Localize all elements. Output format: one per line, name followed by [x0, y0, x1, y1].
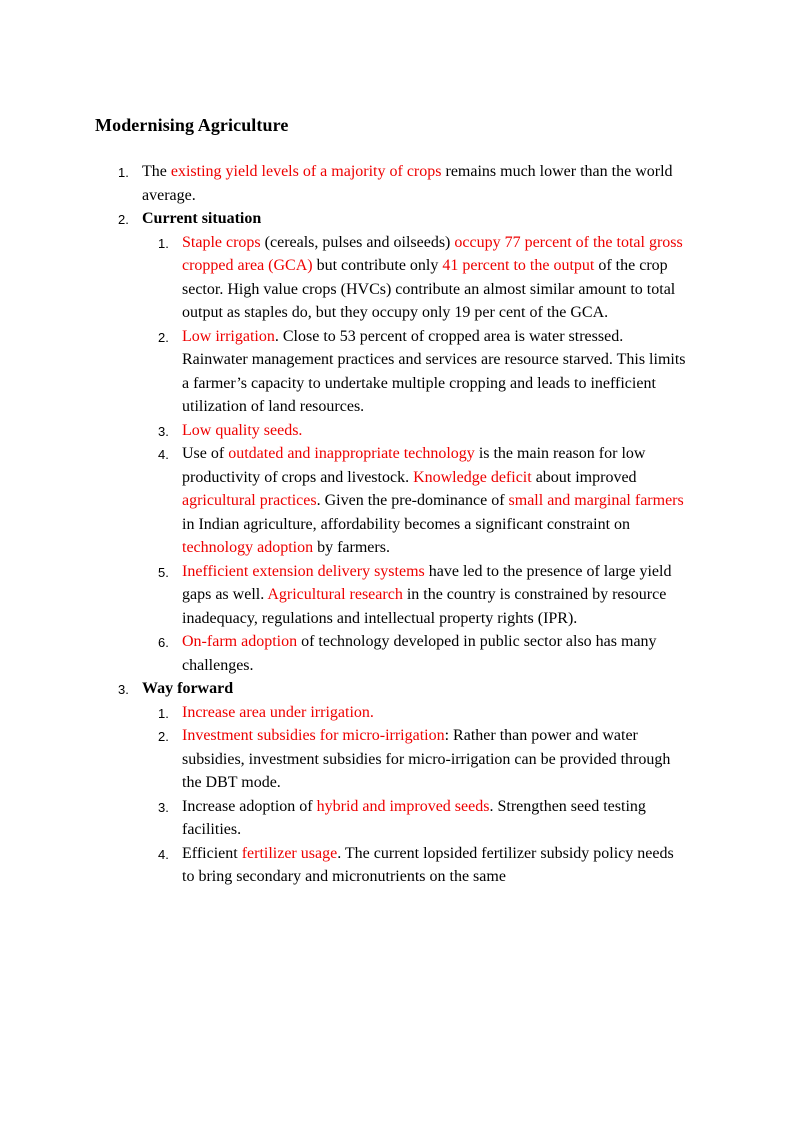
text-run: in Indian agriculture, affordability becomes a significant constraint on — [182, 515, 631, 533]
list-marker: 3. — [158, 423, 169, 439]
list-item-text — [182, 231, 688, 325]
list-item — [95, 842, 698, 889]
list-item — [95, 231, 698, 325]
text-run: Investment subsidies for micro-irrigation — [182, 727, 445, 744]
list-item-text — [182, 630, 688, 677]
text-run: technology adoption — [182, 539, 314, 556]
text-run: 41 percent to the output — [442, 257, 595, 274]
text-run: of technology developed in public sector also has many challenges. — [182, 633, 657, 674]
text-run: about improved — [531, 468, 637, 486]
list-item — [95, 701, 698, 725]
outline-list — [95, 160, 698, 889]
text-run: occupy 77 percent of the total gross cropped area (GCA) — [182, 233, 683, 274]
page-title: Modernising Agriculture — [95, 115, 289, 135]
list-item — [95, 560, 698, 631]
text-run: existing yield levels of a majority of crops — [170, 163, 442, 180]
text-run: but contribute only — [312, 257, 443, 274]
text-run: fertilizer usage — [241, 844, 338, 862]
text-run: . Given the pre-dominance of — [316, 492, 509, 509]
text-run: outdated and inappropriate technology — [228, 445, 475, 462]
list-marker: 2. — [158, 329, 169, 345]
list-item-text — [142, 160, 677, 207]
list-item — [95, 160, 698, 207]
text-run: hybrid and improved seeds — [316, 797, 490, 815]
list-marker: 3. — [118, 682, 129, 697]
list-item — [95, 442, 698, 560]
text-run: On-farm adoption — [182, 633, 298, 650]
text-run: . The current lopsided fertilizer subsidy policy needs to bring secondary and micronutrients on the same — [182, 844, 674, 885]
text-run: Inefficient extension delivery systems — [182, 562, 425, 580]
text-run: Low irrigation — [182, 327, 275, 345]
list-marker: 1. — [118, 165, 129, 180]
list-item-text — [182, 724, 688, 795]
list-item-text — [182, 325, 688, 419]
text-run: . Strengthen seed testing facilities. — [182, 797, 646, 838]
list-item-text — [182, 701, 688, 725]
list-marker: 3. — [158, 799, 169, 815]
text-run: agricultural practices — [182, 492, 317, 509]
text-run: have led to the presence of large yield gaps as well. — [182, 562, 672, 603]
list-item — [95, 630, 698, 677]
list-item-text — [182, 442, 688, 560]
list-item — [95, 207, 698, 231]
text-run: Agricultural research — [267, 586, 403, 603]
list-item-text — [142, 207, 677, 231]
list-item-text — [142, 677, 677, 701]
list-item — [95, 795, 698, 842]
text-run: : Rather than power and water subsidies, investment subsidies for micro-irrigation can be provided through the DBT mode. — [182, 727, 671, 791]
text-run: Increase adoption of — [182, 797, 317, 815]
list-item — [95, 419, 698, 443]
list-marker: 6. — [158, 635, 169, 650]
list-marker: 1. — [158, 235, 169, 251]
text-run: Increase area under irrigation. — [182, 703, 374, 721]
text-run: small and marginal farmers — [508, 492, 684, 509]
text-run: (cereals, pulses and oilseeds) — [260, 233, 455, 251]
text-run: Way forward — [142, 680, 234, 697]
list-marker: 1. — [158, 705, 169, 721]
text-run: Efficient — [182, 844, 242, 862]
list-item-text — [182, 842, 688, 889]
text-run: Current situation — [142, 210, 262, 227]
list-item-text — [182, 419, 688, 443]
text-run: of the crop sector. High value crops (HVCs) contribute an almost similar amount to total output as staples do, but they occupy only 19 per cent of the GCA. — [182, 257, 676, 321]
text-run: is the main reason for low productivity of crops and livestock. — [182, 445, 646, 486]
text-run: in the country is constrained by resource inadequacy, regulations and intellectual property rights (IPR). — [182, 586, 667, 627]
list-item-text — [182, 560, 688, 631]
list-item — [95, 724, 698, 795]
text-run: . Close to 53 percent of cropped area is water stressed. Rainwater management practices and services are resource starved. This limits a farmer’s capacity to undertake multiple cropping and leads to inefficient utilization of land resources. — [182, 327, 686, 415]
text-run: The — [142, 163, 171, 180]
list-item — [95, 325, 698, 419]
list-marker: 2. — [158, 729, 169, 744]
list-marker: 4. — [158, 846, 169, 862]
list-marker: 5. — [158, 564, 169, 580]
list-item — [95, 677, 698, 701]
list-item-text — [182, 795, 688, 842]
list-marker: 2. — [118, 212, 129, 227]
text-run: Use of — [182, 445, 229, 462]
list-marker: 4. — [158, 447, 169, 462]
text-run: Staple crops — [182, 233, 261, 251]
text-run: Low quality seeds. — [182, 421, 303, 439]
text-run: remains much lower than the world average. — [142, 163, 673, 204]
text-run: Knowledge deficit — [413, 468, 532, 486]
text-run: by farmers. — [313, 539, 390, 556]
